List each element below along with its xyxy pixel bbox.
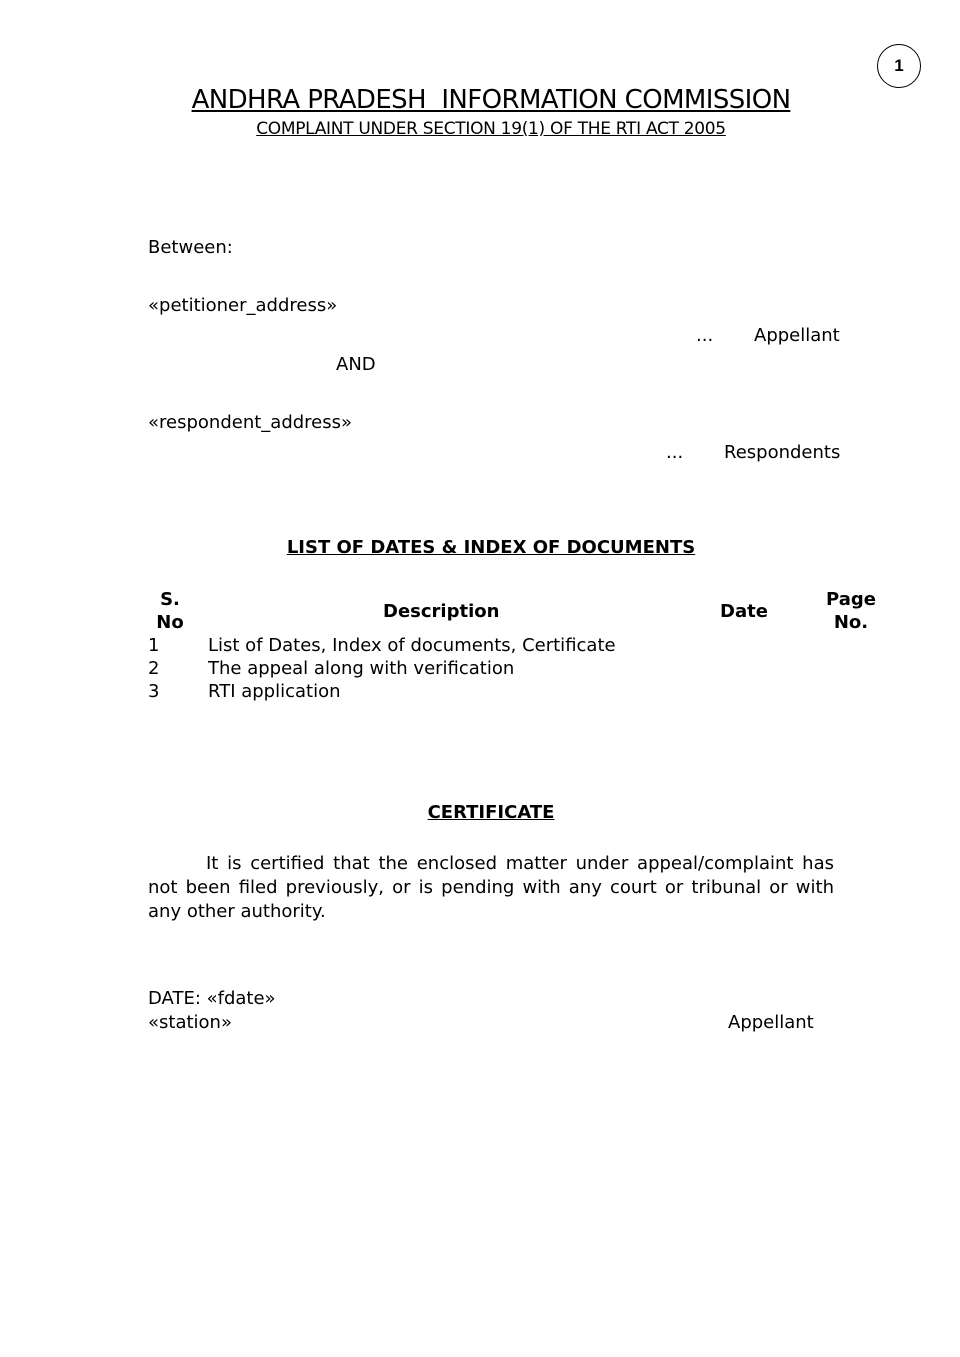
date-line: DATE: «fdate» bbox=[148, 988, 276, 1009]
respondents-label: Respondents bbox=[724, 442, 841, 463]
index-row-description: List of Dates, Index of documents, Certificate bbox=[208, 635, 616, 656]
document-subtitle: COMPLAINT UNDER SECTION 19(1) OF THE RTI ACT 2005 bbox=[256, 119, 726, 139]
page-number-badge: 1 bbox=[877, 44, 921, 88]
column-header-page-line2: No. bbox=[833, 612, 869, 633]
column-header-sno-line1: S. bbox=[160, 589, 180, 610]
document-title: ANDHRA PRADESH INFORMATION COMMISSION bbox=[191, 85, 791, 115]
column-header-description: Description bbox=[383, 601, 500, 622]
signature-label: Appellant bbox=[728, 1012, 814, 1033]
appellant-dots: ... bbox=[696, 325, 714, 346]
column-header-page bbox=[816, 588, 886, 634]
column-header-page-line1: Page bbox=[826, 589, 876, 610]
certificate-text: It is certified that the enclosed matter under appeal/complaint has not been filed previously, or is pending with any court or tribunal or with any other authority. bbox=[148, 853, 834, 922]
certificate-heading: CERTIFICATE bbox=[427, 802, 555, 823]
column-header-sno-line2: No bbox=[156, 612, 184, 633]
index-heading: LIST OF DATES & INDEX OF DOCUMENTS bbox=[286, 537, 696, 558]
appellant-label: Appellant bbox=[754, 325, 840, 346]
respondents-dots: ... bbox=[666, 442, 684, 463]
index-row-sno: 3 bbox=[148, 681, 160, 702]
index-row-description: The appeal along with verification bbox=[208, 658, 515, 679]
respondent-address: «respondent_address» bbox=[148, 412, 353, 433]
column-header-date: Date bbox=[720, 601, 768, 622]
petitioner-address: «petitioner_address» bbox=[148, 295, 338, 316]
and-label: AND bbox=[336, 354, 376, 375]
index-row-description: RTI application bbox=[208, 681, 341, 702]
station-line: «station» bbox=[148, 1012, 232, 1033]
between-label: Between: bbox=[148, 237, 233, 258]
index-row-sno: 2 bbox=[148, 658, 160, 679]
column-header-sno bbox=[140, 588, 200, 634]
index-row-sno: 1 bbox=[148, 635, 160, 656]
certificate-paragraph bbox=[148, 852, 834, 924]
